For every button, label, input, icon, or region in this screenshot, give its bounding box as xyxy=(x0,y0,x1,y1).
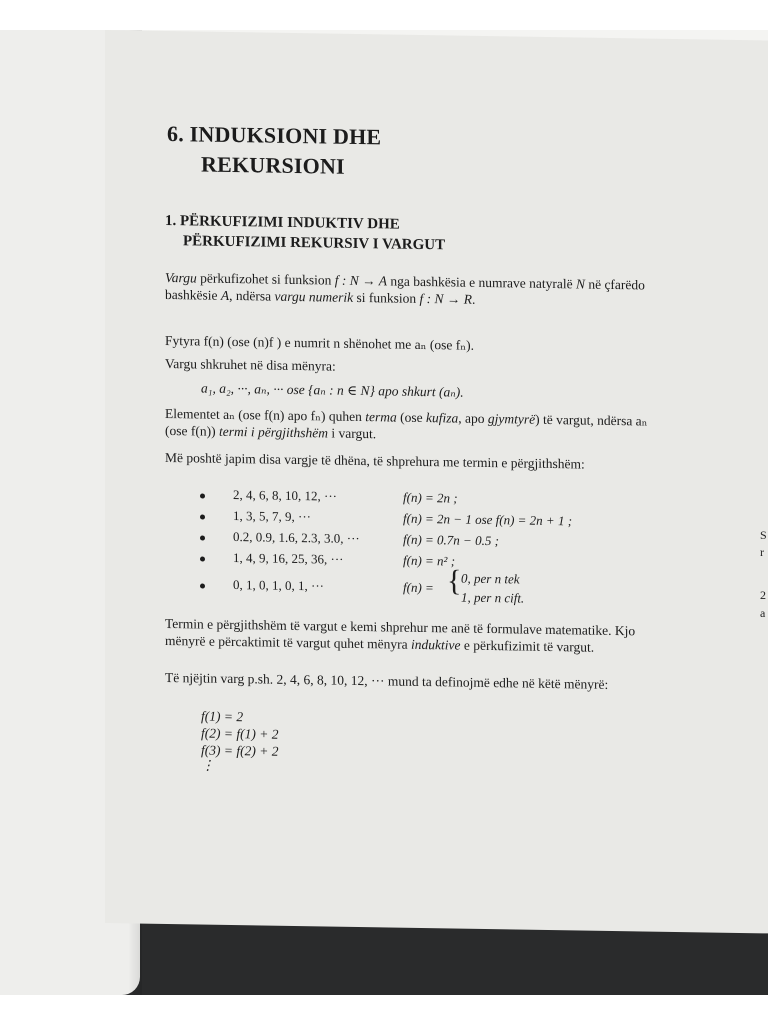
paragraph-examples-intro: Më poshtë japim disa vargje të dhëna, të shprehura me termin e përgjithshëm: xyxy=(165,449,585,472)
bullet-icon xyxy=(200,556,205,561)
example-sequence: 1, 3, 5, 7, 9, ··· xyxy=(233,508,311,525)
sequence-notation-formula: a₁, a₂, ···, aₙ, ··· ose {aₙ : n ∈ N} apo shkurt (aₙ). xyxy=(201,380,464,400)
bullet-icon xyxy=(200,535,205,540)
adjacent-page-mark: a xyxy=(760,606,766,620)
paragraph-recursive-intro: Të njëjtin varg p.sh. 2, 4, 6, 8, 10, 12, ··· mund ta definojmë edhe në këtë mënyrë: xyxy=(165,669,609,692)
example-sequence: 0.2, 0.9, 1.6, 2.3, 3.0, ··· xyxy=(233,529,360,547)
background-top xyxy=(0,0,768,30)
example-sequence: 2, 4, 6, 8, 10, 12, ··· xyxy=(233,487,337,504)
adjacent-page-mark: 2 xyxy=(760,588,766,602)
example-formula-lhs: f(n) = xyxy=(403,579,434,596)
example-formula: f(n) = 2n − 1 ose f(n) = 2n + 1 ; xyxy=(403,510,573,529)
bullet-icon xyxy=(200,514,205,519)
example-formula: f(n) = n² ; xyxy=(403,552,456,569)
paragraph-ways: Vargu shkruhet në disa mënyra: xyxy=(165,355,336,374)
recursion-line: f(2) = f(1) + 2 xyxy=(201,725,279,742)
example-sequence: 0, 1, 0, 1, 0, 1, ··· xyxy=(233,577,324,594)
example-case-odd: 0, per n tek xyxy=(461,570,520,587)
bullet-icon xyxy=(200,493,205,498)
chapter-title: 6. INDUKSIONI DHE REKURSIONI xyxy=(167,120,382,179)
example-case-even: 1, per n cift. xyxy=(461,589,525,606)
paragraph-image-notation: Fytyra f(n) (ose (n)f ) e numrit n shënohet me aₙ (ose fₙ). xyxy=(165,332,474,353)
recursion-line: f(3) = f(2) + 2 xyxy=(201,742,279,759)
brace-symbol: { xyxy=(447,564,462,598)
paragraph-inductive: Termin e përgjithshëm të vargut e kemi shprehur me anë të formulave matematike. Kjo mënyrë e përcaktimit të vargut quhet mënyra induktive e përkufizimit të vargut. xyxy=(165,615,636,655)
example-formula: f(n) = 0.7n − 0.5 ; xyxy=(403,531,499,549)
book-page xyxy=(105,30,768,933)
adjacent-page-mark: S xyxy=(760,528,767,542)
example-sequence: 1, 4, 9, 16, 25, 36, ··· xyxy=(233,550,344,567)
paragraph-terms: Elementet aₙ (ose f(n) apo fₙ) quhen terma (ose kufiza, apo gjymtyrë) të vargut, ndërsa aₙ (ose f(n)) termi i përgjithshëm i vargut. xyxy=(165,405,648,442)
bullet-icon xyxy=(200,583,205,588)
background-bottom xyxy=(0,995,768,1024)
recursion-line: f(1) = 2 xyxy=(201,708,244,725)
adjacent-page-mark: r xyxy=(760,545,764,559)
example-formula: f(n) = 2n ; xyxy=(403,489,458,506)
paragraph-definition: Vargu përkufizohet si funksion f : N → A nga bashkësia e numrave natyralë N në çfarëdo bashkësie A, ndërsa vargu numerik si funksion f : N → R. xyxy=(165,269,645,307)
recursion-ellipsis: ⋮ xyxy=(201,757,215,773)
section-title: 1. PËRKUFIZIMI INDUKTIV DHE PËRKUFIZIMI REKURSIV I VARGUT xyxy=(165,212,446,254)
